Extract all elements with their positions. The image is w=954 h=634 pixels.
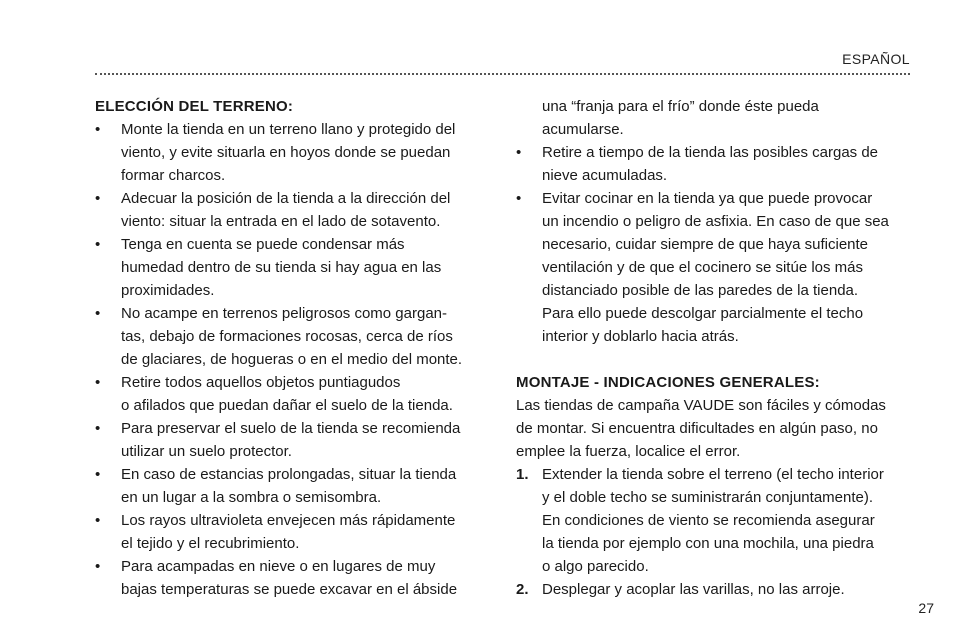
list-item-line: viento: situar la entrada en el lado de sotavento. [121, 213, 441, 230]
list-item [516, 141, 916, 187]
list-item-line: viento, y evite situarla en hoyos donde se puedan [121, 144, 451, 161]
list-item-line: utilizar un suelo protector. [121, 443, 292, 460]
list-item-line: el tejido y el recubrimiento. [121, 535, 300, 552]
list-item-line: proximidades. [121, 282, 215, 299]
list-item-line: Para preservar el suelo de la tienda se recomienda [121, 420, 461, 437]
dotted-divider [95, 73, 910, 75]
list-item-line: bajas temperaturas se puede excavar en el ábside [121, 581, 458, 598]
page-number: 27 [918, 600, 934, 616]
step-number: 2. [516, 581, 529, 598]
step-line: o algo parecido. [542, 558, 649, 575]
step-number: 1. [516, 466, 529, 483]
paragraph-line: Las tiendas de campaña VAUDE son fáciles y cómodas [516, 397, 886, 414]
list-item-line: una “franja para el frío” donde éste pueda [542, 98, 819, 115]
bullet-icon: • [95, 512, 101, 529]
terrain-list [95, 118, 490, 601]
bullet-icon: • [95, 305, 101, 322]
paragraph-line: emplee la fuerza, localice el error. [516, 443, 741, 460]
list-item-line: humedad dentro de su tienda si hay agua en las [121, 259, 442, 276]
list-item-line: interior y doblarlo hacia atrás. [542, 328, 739, 345]
list-item-line: acumularse. [542, 121, 624, 138]
bullet-icon: • [516, 190, 522, 207]
list-item-line: o afilados que puedan dañar el suelo de la tienda. [121, 397, 453, 414]
bullet-icon: • [95, 374, 101, 391]
right-column [516, 95, 916, 601]
list-item [95, 371, 490, 417]
left-column [95, 95, 490, 601]
list-item-line: Evitar cocinar en la tienda ya que puede provocar [542, 190, 873, 207]
list-item-line: Adecuar la posición de la tienda a la dirección del [121, 190, 451, 207]
bullet-icon: • [95, 558, 101, 575]
step-line: Extender la tienda sobre el terreno (el techo interior [542, 466, 884, 483]
list-item-line: Tenga en cuenta se puede condensar más [121, 236, 405, 253]
list-item [95, 118, 490, 187]
list-item-line: de glaciares, de hogueras o en el medio del monte. [121, 351, 463, 368]
list-item-line: tas, debajo de formaciones rocosas, cerca de ríos [121, 328, 453, 345]
step-item [516, 463, 916, 578]
bullet-icon: • [95, 466, 101, 483]
list-item-line: formar charcos. [121, 167, 226, 184]
terrain-list-continued [516, 141, 916, 348]
step-line: la tienda por ejemplo con una mochila, una piedra [542, 535, 874, 552]
list-item [95, 463, 490, 509]
list-item-line: Para ello puede descolgar parcialmente el techo [542, 305, 864, 322]
list-item-line: En caso de estancias prolongadas, situar la tienda [121, 466, 457, 483]
list-item-line: Monte la tienda en un terreno llano y protegido del [121, 121, 456, 138]
bullet-icon: • [95, 190, 101, 207]
list-item [95, 187, 490, 233]
continued-item-text [516, 95, 916, 141]
section-heading-assembly: MONTAJE - INDICACIONES GENERALES: [516, 374, 820, 391]
bullet-icon: • [95, 121, 101, 138]
paragraph-line: de montar. Si encuentra dificultades en algún paso, no [516, 420, 878, 437]
list-item-line: necesario, cuidar siempre de que haya suficiente [542, 236, 869, 253]
list-item-line: nieve acumuladas. [542, 167, 668, 184]
list-item-line: en un lugar a la sombra o semisombra. [121, 489, 382, 506]
list-item [95, 417, 490, 463]
list-item-line: No acampe en terrenos peligrosos como gargan- [121, 305, 448, 322]
list-item-line: ventilación y de que el cocinero se sitúe los más [542, 259, 864, 276]
step-item [516, 578, 916, 601]
list-item [95, 509, 490, 555]
step-line: Desplegar y acoplar las varillas, no las arroje. [542, 581, 845, 598]
list-item-line: Retire todos aquellos objetos puntiagudos [121, 374, 401, 391]
list-item [95, 555, 490, 601]
bullet-icon: • [95, 236, 101, 253]
language-label: ESPAÑOL [842, 51, 910, 67]
list-item [95, 233, 490, 302]
bullet-icon: • [516, 144, 522, 161]
list-item [516, 187, 916, 348]
assembly-intro [516, 394, 916, 463]
section-heading-terrain: ELECCIÓN DEL TERRENO: [95, 98, 294, 115]
list-item-line: Los rayos ultravioleta envejecen más rápidamente [121, 512, 456, 529]
list-item-line: un incendio o peligro de asfixia. En caso de que sea [542, 213, 889, 230]
list-item-line: Retire a tiempo de la tienda las posibles cargas de [542, 144, 879, 161]
list-item-line: Para acampadas en nieve o en lugares de muy [121, 558, 436, 575]
assembly-steps [516, 463, 916, 601]
step-line: y el doble techo se suministrarán conjuntamente). [542, 489, 874, 506]
step-line: En condiciones de viento se recomienda asegurar [542, 512, 875, 529]
list-item [95, 302, 490, 371]
bullet-icon: • [95, 420, 101, 437]
list-item-line: distanciado posible de las paredes de la tienda. [542, 282, 859, 299]
